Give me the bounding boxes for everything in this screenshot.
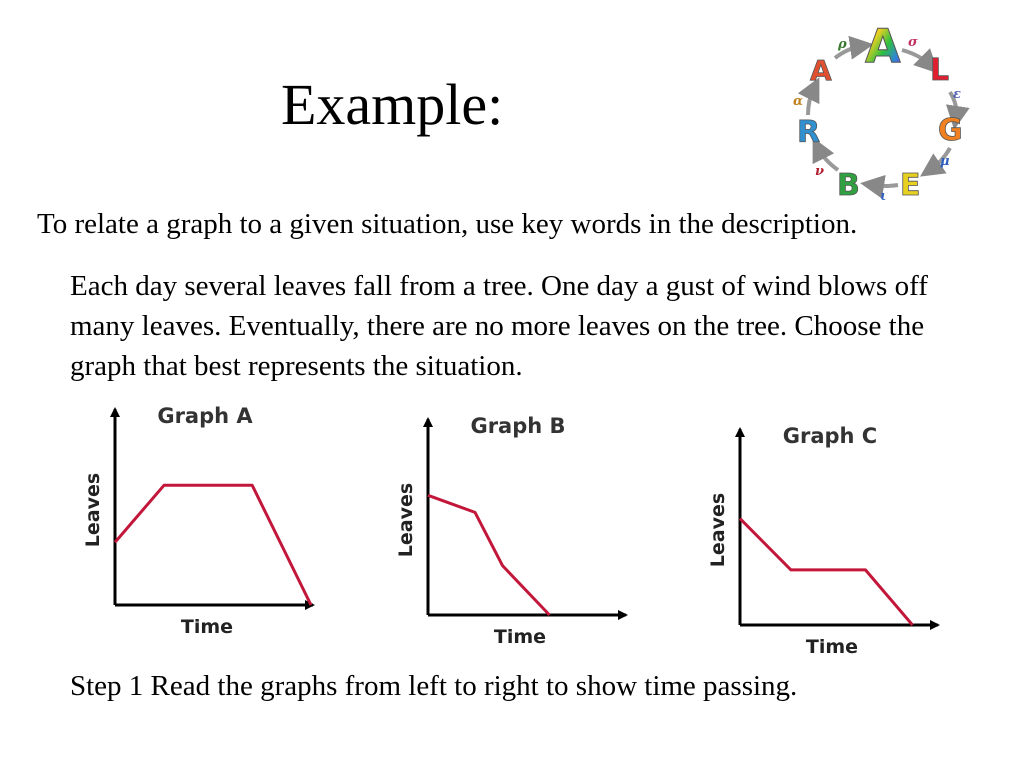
slide-title: Example: xyxy=(281,72,504,137)
graph-a xyxy=(75,395,325,645)
logo-letter-l: L xyxy=(930,53,950,88)
graph-b-title: Graph B xyxy=(470,414,566,438)
graph-c-xlabel: Time xyxy=(805,636,859,658)
logo-greek-alpha: α xyxy=(793,94,804,109)
graph-a-data-line xyxy=(115,485,311,605)
graph-b-xlabel: Time xyxy=(493,626,547,648)
problem-text: Each day several leaves fall from a tree. One day a gust of wind blows off many leaves. Eventually, there are no more leaves on the tree. Choose the graph that best represents the situation. xyxy=(70,270,928,382)
logo-letter-g: G xyxy=(938,113,963,148)
graph-a-xlabel: Time xyxy=(180,616,234,638)
logo-greek-mu: μ xyxy=(940,154,950,169)
graph-c-data-line xyxy=(740,519,912,625)
graph-c xyxy=(700,415,950,665)
logo-letter-e: E xyxy=(900,168,921,203)
graph-b-ylabel: Leaves xyxy=(395,482,417,558)
logo-letter-a-small: A xyxy=(810,54,832,87)
graph-a-title: Graph A xyxy=(157,404,253,428)
graph-b-data-line xyxy=(428,495,550,615)
graph-a-ylabel: Leaves xyxy=(82,472,104,548)
logo-letter-b: B xyxy=(837,168,860,203)
intro-text: To relate a graph to a given situation, use key words in the description. xyxy=(37,208,858,240)
graph-c-title: Graph C xyxy=(782,424,878,448)
logo-greek-iota: ι xyxy=(880,189,887,204)
graph-c-ylabel: Leaves xyxy=(707,492,729,568)
graph-b xyxy=(388,405,638,655)
step-text: Step 1 Read the graphs from left to right to show time passing. xyxy=(70,670,798,702)
logo-greek-epsilon: ε xyxy=(953,87,961,102)
logo-letter-a-main: A xyxy=(865,20,901,73)
logo-letter-r: R xyxy=(797,115,821,150)
logo-greek-sigma: σ xyxy=(908,35,918,50)
logo-greek-nu: ν xyxy=(815,164,825,179)
logo-greek-rho: ρ xyxy=(838,37,847,52)
algebra-logo xyxy=(780,20,980,210)
